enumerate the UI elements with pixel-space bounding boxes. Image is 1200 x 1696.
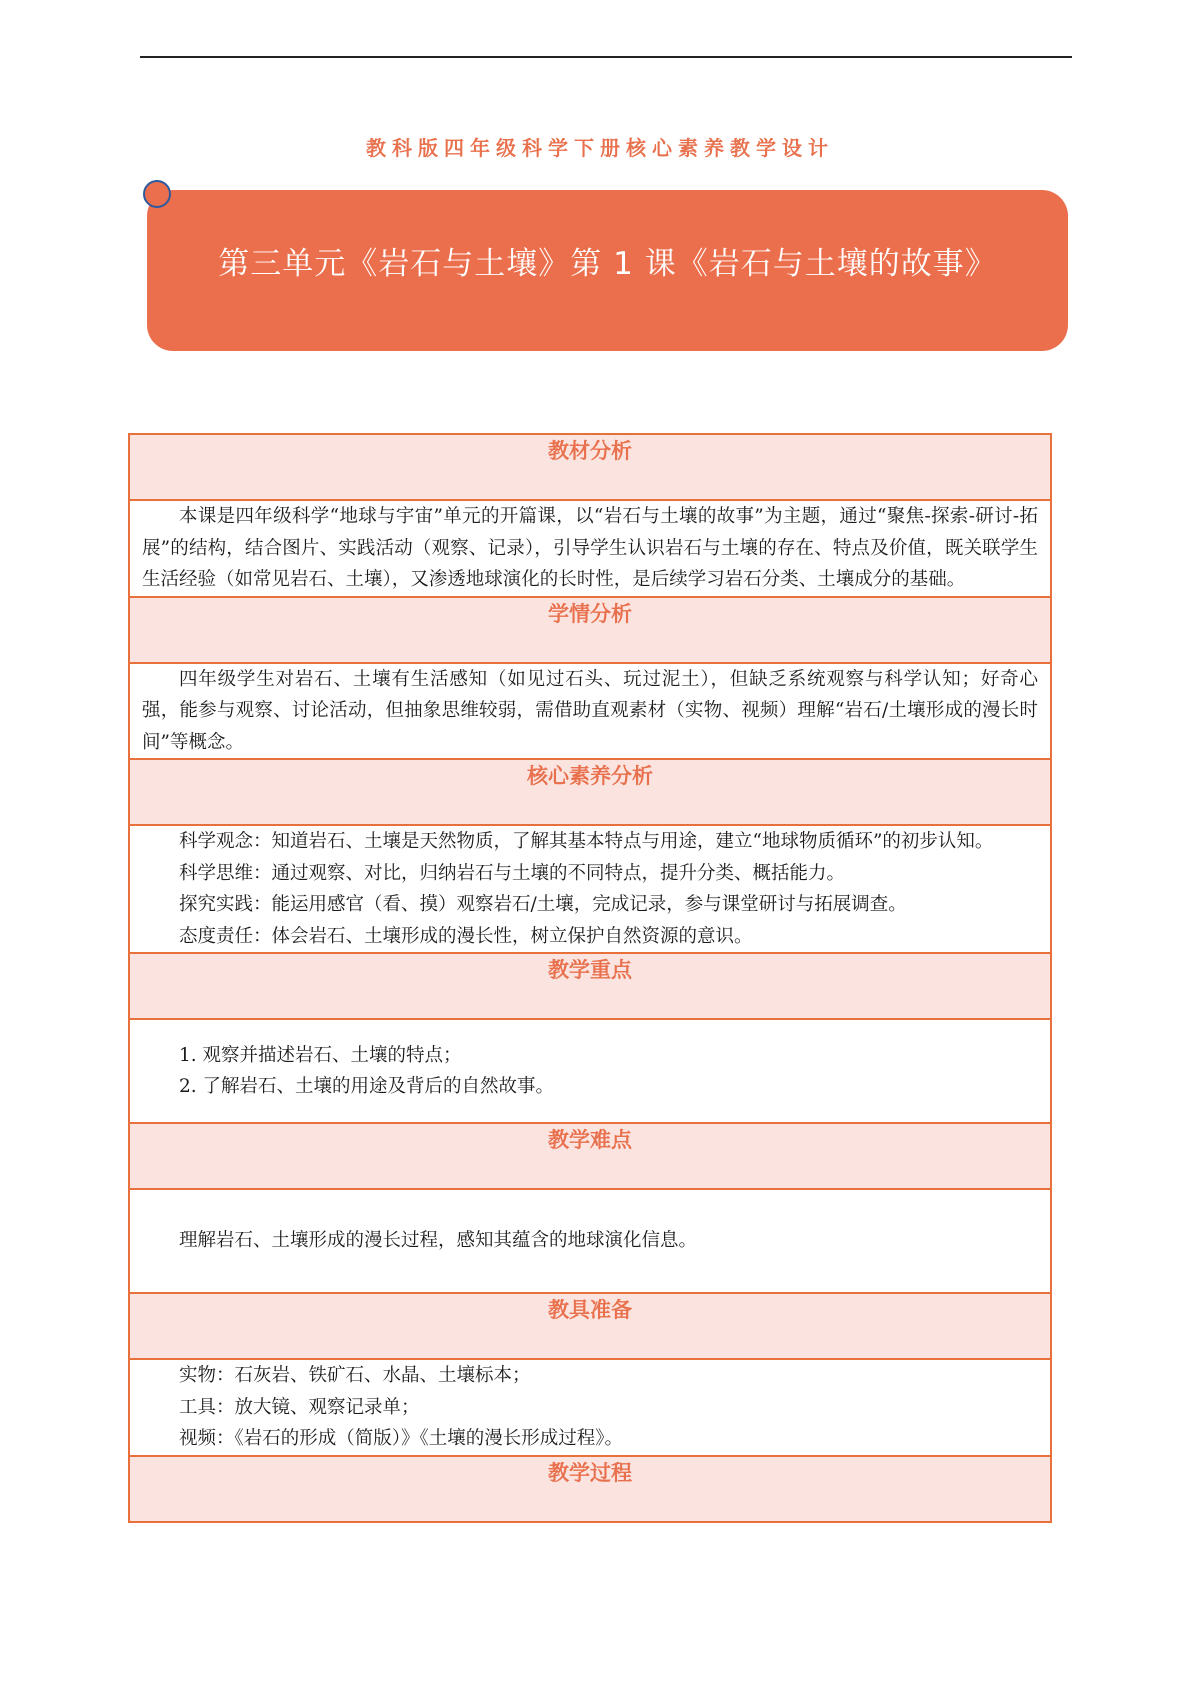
section-paragraph: 科学思维：通过观察、对比，归纳岩石与土壤的不同特点，提升分类、概括能力。 bbox=[179, 862, 846, 884]
series-title: 教科版四年级科学下册核心素养教学设计 bbox=[366, 136, 834, 160]
section-body bbox=[129, 1019, 1051, 1123]
section-paragraph: 本课是四年级科学“地球与宇宙”单元的开篇课，以“岩石与土壤的故事”为主题，通过“聚焦-探索-研讨-拓展”的结构，结合图片、实践活动（观察、记录），引导学生认识岩石与土壤的存在、特点及价值，既关联学生生活经验（如常见岩石、土壤），又渗透地球演化的长时性，是后续学习岩石分类、土壤成分的基础。 bbox=[142, 506, 1038, 590]
section-paragraph: 视频：《岩石的形成（简版）》《土壤的漫长形成过程》。 bbox=[179, 1428, 624, 1449]
section-paragraph: 2. 了解岩石、土壤的用途及背后的自然故事。 bbox=[179, 1076, 555, 1097]
top-rule bbox=[140, 56, 1072, 58]
section-paragraph: 态度责任：体会岩石、土壤形成的漫长性，树立保护自然资源的意识。 bbox=[179, 925, 753, 947]
section-paragraph: 科学观念：知道岩石、土壤是天然物质，了解其基本特点与用途，建立“地球物质循环”的初步认知。 bbox=[179, 831, 994, 852]
section-heading: 教学难点 bbox=[129, 1123, 1051, 1189]
section-paragraph: 工具：放大镜、观察记录单； bbox=[179, 1396, 420, 1418]
section-heading: 教学重点 bbox=[129, 953, 1051, 1019]
section-heading: 教材分析 bbox=[129, 434, 1051, 500]
banner-dot-icon bbox=[143, 180, 171, 208]
section-paragraph: 理解岩石、土壤形成的漫长过程，感知其蕴含的地球演化信息。 bbox=[179, 1230, 698, 1252]
section-heading: 教学过程 bbox=[129, 1456, 1051, 1522]
section-body bbox=[129, 500, 1051, 597]
section-body bbox=[129, 825, 1051, 953]
section-heading: 学情分析 bbox=[129, 597, 1051, 663]
section-heading: 核心素养分析 bbox=[129, 759, 1051, 825]
section-paragraph: 探究实践：能运用感官（看、摸）观察岩石/土壤，完成记录，参与课堂研讨与拓展调查。 bbox=[179, 894, 907, 915]
lesson-banner bbox=[147, 190, 1068, 351]
section-paragraph: 四年级学生对岩石、土壤有生活感知（如见过石头、玩过泥土），但缺乏系统观察与科学认知；好奇心强，能参与观察、讨论活动，但抽象思维较弱，需借助直观素材（实物、视频）理解“岩石/土壤形成的漫长时间”等概念。 bbox=[142, 668, 1038, 753]
section-paragraph: 1. 观察并描述岩石、土壤的特点； bbox=[179, 1044, 462, 1066]
section-body bbox=[129, 1359, 1051, 1456]
lesson-plan-table bbox=[128, 433, 1052, 1523]
section-paragraph: 实物：石灰岩、铁矿石、水晶、土壤标本； bbox=[179, 1365, 531, 1386]
section-heading: 教具准备 bbox=[129, 1293, 1051, 1359]
section-body bbox=[129, 663, 1051, 760]
section-body bbox=[129, 1189, 1051, 1293]
lesson-title: 第三单元《岩石与土壤》第 1 课《岩石与土壤的故事》 bbox=[218, 246, 997, 282]
